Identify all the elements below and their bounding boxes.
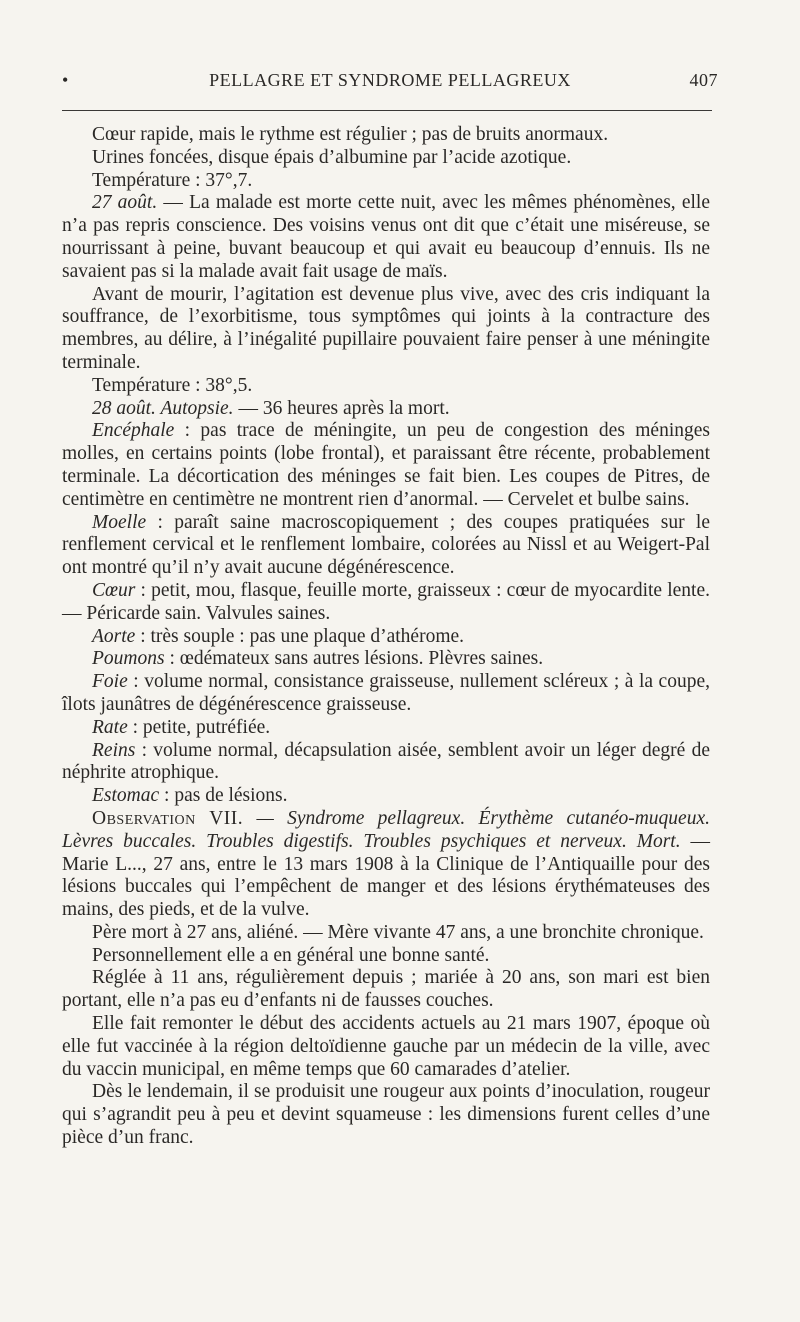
paragraph — [62, 785, 710, 808]
observation-title: — Syndrome pellagreux. Érythème cutanéo-muqueux. Lèvres buccales. Troubles digestifs. Troubles psychiques et nerveux. Mort. — [62, 807, 710, 852]
paragraph-text: Dès le lendemain, il se produisit une rougeur aux points d’inoculation, rougeur qui s’agrandit peu à peu et devint squameuse : les dimensions furent celles d’une pièce d’un franc. — [62, 1081, 710, 1149]
paragraph-text: : pas trace de méningite, un peu de congestion des méninges molles, en certains points (lobe frontal), et paraissant être récente, probablement terminale. La décortication des méninges se fait bien. Les coupes de Pitres, de centimètre en centimètre ne montrent rien d’anormal. — Cervelet et bulbe sains. — [62, 420, 710, 510]
paragraph-label: Cœur — [92, 579, 136, 601]
paragraph — [62, 420, 710, 511]
paragraph-text: Père mort à 27 ans, aliéné. — Mère vivante 47 ans, a une bronchite chronique. — [92, 921, 704, 943]
paragraph — [62, 626, 710, 649]
paragraph-text: : volume normal, consistance graisseuse, nullement scléreux ; à la coupe, îlots jaunâtres de dégénérescence graisseuse. — [62, 671, 710, 715]
paragraph — [62, 284, 710, 375]
running-header — [62, 70, 718, 100]
paragraph — [62, 740, 710, 786]
paragraph-label: Rate — [92, 716, 128, 738]
paragraph-text: Température : 38°,5. — [92, 374, 253, 396]
paragraph-text: Avant de mourir, l’agitation est devenue plus vive, avec des cris indiquant la souffrance, de l’exorbitisme, tous symptômes qui joints à la contracture des membres, au délire, à l’inégalité pupillaire pouvaient faire penser à une méningite terminale. — [62, 283, 710, 373]
paragraph-label: Aorte — [92, 625, 136, 647]
paragraph-label: Foie — [92, 671, 128, 693]
paragraph-text: — La malade est morte cette nuit, avec les mêmes phénomènes, elle n’a pas repris conscience. Des voisins venus ont dit que c’était une miséreuse, se nourrissant à peine, buvant beaucoup et qui avait eu beaucoup d’ennuis. Ils ne savaient pas si la malade avait fait usage de maïs. — [62, 192, 710, 282]
paragraph-label: Encéphale — [92, 420, 175, 442]
paragraph-text: — Marie L..., 27 ans, entre le 13 mars 1908 à la Clinique de l’Antiquaille pour des lésions buccales qui l’empêchent de manger et des lésions érythémateuses des mains, des pieds, et de la vulve. — [62, 830, 711, 921]
paragraph-label: Moelle — [92, 511, 147, 533]
header-rule — [62, 110, 712, 111]
paragraph-text: : pas de lésions. — [159, 785, 288, 807]
observation-heading: Observation VII. — [92, 807, 244, 829]
paragraph — [62, 580, 710, 626]
paragraph — [62, 922, 710, 945]
body-text — [62, 124, 710, 1150]
paragraph — [62, 170, 710, 193]
paragraph — [62, 375, 710, 398]
paragraph — [62, 512, 710, 580]
paragraph — [62, 1013, 710, 1081]
paragraph-text: Cœur rapide, mais le rythme est régulier ; pas de bruits anormaux. — [92, 124, 609, 145]
paragraph — [62, 945, 710, 968]
paragraph-text: Personnellement elle a en général une bonne santé. — [92, 944, 490, 966]
paragraph-label: Reins — [92, 739, 136, 761]
paragraph — [62, 124, 710, 147]
header-title: PELLAGRE ET SYNDROME PELLAGREUX — [209, 70, 571, 90]
paragraph-label: 28 août. Autopsie. — [92, 397, 234, 419]
paragraph — [62, 648, 710, 671]
header-dot: • — [62, 70, 69, 90]
paragraph-label: Poumons — [92, 648, 165, 670]
paragraph — [62, 967, 710, 1013]
page-number: 407 — [689, 70, 718, 90]
paragraph-label: 27 août. — [92, 192, 158, 214]
observation-paragraph — [62, 808, 710, 922]
paragraph-text: : paraît saine macroscopiquement ; des coupes pratiquées sur le renflement cervical et le renflement lombaire, colorées au Nissl et au Weigert-Pal ont montré qu’il n’y avait aucune dégénérescence. — [62, 511, 710, 579]
paragraph — [62, 192, 710, 283]
paragraph — [62, 147, 710, 170]
paragraph-label: Estomac — [92, 785, 160, 807]
paragraph-text: — 36 heures après la mort. — [233, 397, 450, 419]
paragraph-text: Elle fait remonter le début des accidents actuels au 21 mars 1907, époque où elle fut vaccinée à la région deltoïdienne gauche par un médecin de la ville, avec du vaccin municipal, en même temps que 60 camarades d’atelier. — [62, 1013, 710, 1080]
paragraph-text: : très souple : pas une plaque d’athérome. — [135, 625, 465, 647]
paragraph-text: : petite, putréfiée. — [127, 716, 271, 738]
paragraph-text: : petit, mou, flasque, feuille morte, graisseux : cœur de myocardite lente. — Péricarde sain. Valvules saines. — [62, 579, 710, 624]
paragraph — [62, 1081, 710, 1149]
paragraph-text: Température : 37°,7. — [92, 169, 253, 191]
paragraph-text: : volume normal, décapsulation aisée, semblent avoir un léger degré de néphrite atrophique. — [62, 739, 710, 784]
paragraph — [62, 398, 710, 421]
paragraph-text: Réglée à 11 ans, régulièrement depuis ; mariée à 20 ans, son mari est bien portant, elle n’a pas eu d’enfants ni de fausses couches. — [62, 967, 710, 1012]
paragraph-text: : œdémateux sans autres lésions. Plèvres saines. — [164, 648, 544, 670]
paragraph-text: Urines foncées, disque épais d’albumine par l’acide azotique. — [92, 146, 572, 168]
paragraph — [62, 717, 710, 740]
paragraph — [62, 671, 710, 717]
